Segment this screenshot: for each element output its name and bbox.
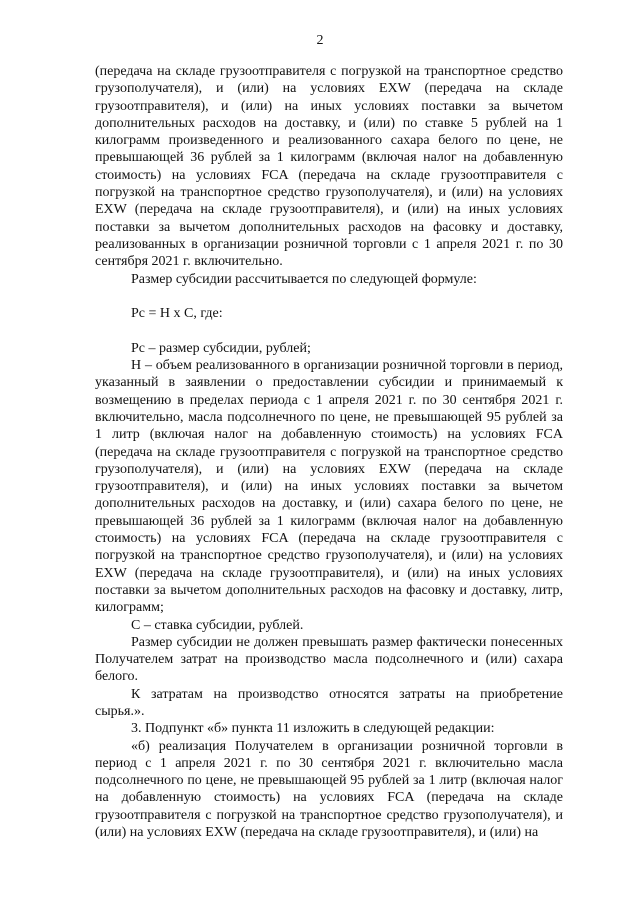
- paragraph-formula-intro: Размер субсидии рассчитывается по следующей формуле:: [131, 271, 477, 287]
- paragraph-item-3: 3. Подпункт «б» пункта 11 изложить в следующей редакции:: [131, 721, 495, 737]
- paragraph-subsidy-limit: Размер субсидии не должен превышать размер фактически понесенных Получателем затрат на производство масла подсолнечного и (или) сахара белого.: [95, 634, 563, 685]
- formula: Pc = H x C, где:: [131, 306, 223, 322]
- definition-pc: Pc – размер субсидии, рублей;: [131, 340, 311, 356]
- document-body: [95, 63, 563, 841]
- paragraph-production-costs: К затратам на производство относятся затраты на приобретение сырья.».: [95, 686, 563, 719]
- page-number: 2: [316, 33, 324, 48]
- paragraph-subitem-b: «б) реализация Получателем в организации розничной торговли в период с 1 апреля 2021 г. по 30 сентября 2021 г. включительно масла подсолнечного по цене, не превышающей 95 рублей за 1 литр (включая налог на добавленную стоимость) на условиях FCA (передача на складе грузоотправителя с погрузкой на транспортное средство грузополучателя), и (или) на условиях EXW (передача на складе грузоотправителя), и (или) на: [95, 738, 563, 841]
- definition-c: C – ставка субсидии, рублей.: [131, 617, 304, 633]
- paragraph-continuation: (передача на складе грузоотправителя с погрузкой на транспортное средство грузополучателя), и (или) на условиях EXW (передача на складе грузоотправителя), и (или) на иных условиях поставки за вычетом дополнительных расходов на доставку, и (или) по ставке 5 рублей на 1 килограмм произведенного и реализованного сахара белого по цене, не превышающей 36 рублей за 1 килограмм (включая налог на добавленную стоимость) на условиях FCA (передача на складе грузоотправителя с погрузкой на транспортное средство грузополучателя), и (или) на условиях EXW (передача на складе грузоотправителя), и (или) на иных условиях поставки за вычетом дополнительных расходов на фасовку и доставку, реализованных в организации розничной торговли с 1 апреля 2021 г. по 30 сентября 2021 г. включительно.: [95, 64, 563, 270]
- definition-h: H – объем реализованного в организации розничной торговли в период, указанный в заявлении о предоставлении субсидии и принимаемый к возмещению в пределах периода с 1 апреля 2021 г. по 30 сентября 2021 г. включительно, масла подсолнечного по цене, не превышающей 95 рублей за 1 литр (включая налог на добавленную стоимость) на условиях FCA (передача на складе грузоотправителя с погрузкой на транспортное средство грузополучателя), и (или) на условиях EXW (передача на складе грузоотправителя), и (или) на иных условиях поставки за вычетом дополнительных расходов на доставку, и (или) сахара белого по цене, не превышающей 36 рублей за 1 килограмм (включая налог на добавленную стоимость) на условиях FCA (передача на складе грузоотправителя с погрузкой на транспортное средство грузополучателя), и (или) на условиях EXW (передача на складе грузоотправителя), и (или) на иных условиях поставки за вычетом дополнительных расходов на фасовку и доставку, литр, килограмм;: [95, 358, 563, 616]
